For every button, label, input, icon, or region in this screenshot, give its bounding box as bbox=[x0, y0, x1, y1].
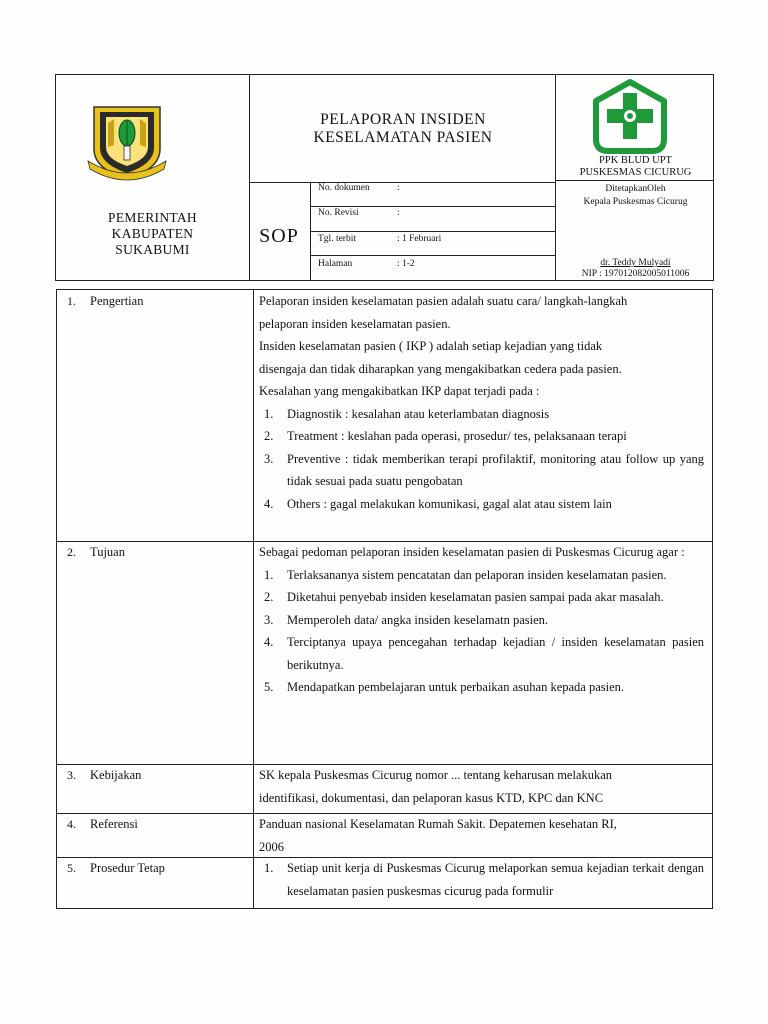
list-number: 5. bbox=[264, 680, 274, 694]
list-text: Diketahui penyebab insiden keselamatan pasien sampai pada akar masalah. bbox=[287, 590, 664, 604]
document-header bbox=[55, 74, 714, 281]
meta-value: : 1 Februari bbox=[397, 234, 442, 244]
list-number: 3. bbox=[264, 451, 274, 466]
paragraph-line: Panduan nasional Keselamatan Rumah Sakit. Depatemen kesehatan RI, bbox=[259, 817, 617, 831]
objective-list bbox=[259, 564, 704, 699]
institution-name bbox=[556, 155, 715, 179]
meta-value: : bbox=[397, 208, 400, 218]
meta-label: No. dokumen bbox=[318, 183, 370, 193]
list-text: Setiap unit kerja di Puskesmas Cicurug melaporkan semua kejadian terkait dengan keselamatan pasien puskesmas cicurug pada formulir bbox=[287, 861, 704, 898]
meta-value: : 1-2 bbox=[397, 259, 415, 269]
paragraph-line: disengaja dan tidak diharapkan yang mengakibatkan cedera pada pasien. bbox=[259, 361, 622, 376]
signatory-nip: NIP : 197012082005011006 bbox=[581, 269, 690, 279]
divider bbox=[310, 231, 555, 232]
paragraph-line: pelaporan insiden keselamatan pasien. bbox=[259, 316, 451, 331]
divider bbox=[555, 180, 713, 181]
meta-row-revision bbox=[318, 208, 400, 218]
list-item bbox=[259, 609, 704, 632]
list-number: 2. bbox=[264, 590, 274, 604]
list-text: Terciptanya upaya pencegahan terhadap kejadian / insiden keselamatan pasien berikutnya. bbox=[287, 635, 704, 672]
approval-line: Kepala Puskesmas Cicurug bbox=[583, 197, 688, 207]
section-label-prosedur-tetap: Prosedur Tetap bbox=[90, 861, 165, 875]
title-line: KESELAMATAN PASIEN bbox=[313, 129, 493, 146]
list-text: Others : gagal melakukan komunikasi, gagal alat atau sistem lain bbox=[287, 496, 612, 511]
title-line: PELAPORAN INSIDEN bbox=[320, 111, 486, 128]
divider bbox=[253, 290, 254, 908]
list-number: 3. bbox=[264, 612, 274, 627]
list-item bbox=[259, 448, 704, 493]
institution-line: PUSKESMAS CICURUG bbox=[579, 167, 692, 178]
list-number: 4. bbox=[264, 496, 274, 511]
sop-label: SOP bbox=[259, 225, 299, 247]
kabupaten-sukabumi-seal-icon bbox=[84, 103, 170, 185]
procedure-list bbox=[259, 857, 704, 902]
government-line: PEMERINTAH bbox=[108, 210, 197, 225]
divider bbox=[249, 182, 555, 183]
signatory-name: dr. Teddy Mulyadi bbox=[600, 258, 671, 268]
meta-label: Halaman bbox=[318, 259, 353, 269]
institution-line: PPK BLUD UPT bbox=[599, 155, 672, 166]
paragraph-line: Pelaporan insiden keselamatan pasien adalah suatu cara/ langkah-langkah bbox=[259, 294, 628, 308]
meta-label: No. Revisi bbox=[318, 208, 359, 218]
government-line: KABUPATEN bbox=[111, 226, 194, 241]
meta-row-page bbox=[318, 259, 415, 269]
section-number: 2. bbox=[67, 545, 76, 559]
government-name bbox=[56, 210, 249, 258]
list-item bbox=[259, 425, 704, 448]
approval-line: DitetapkanOleh bbox=[605, 184, 666, 194]
list-number: 4. bbox=[264, 635, 274, 649]
section-number: 1. bbox=[67, 294, 76, 308]
list-item bbox=[259, 631, 704, 676]
section-content-tujuan bbox=[259, 541, 704, 699]
puskesmas-logo-icon bbox=[590, 79, 670, 155]
list-item bbox=[259, 676, 704, 699]
meta-row-document-number bbox=[318, 183, 400, 193]
list-item bbox=[259, 586, 704, 609]
list-text: Preventive : tidak memberikan terapi profilaktif, monitoring atau follow up yang tidak sesuai pada suatu pengobatan bbox=[287, 451, 704, 488]
list-number: 1. bbox=[264, 861, 274, 875]
list-text: Terlaksananya sistem pencatatan dan pelaporan insiden keselamatan pasien. bbox=[287, 567, 667, 582]
government-line: SUKABUMI bbox=[115, 242, 190, 257]
section-number: 3. bbox=[67, 768, 76, 782]
list-item bbox=[259, 564, 704, 587]
meta-row-issue-date bbox=[318, 234, 442, 244]
list-text: Mendapatkan pembelajaran untuk perbaikan asuhan kepada pasien. bbox=[287, 680, 625, 694]
section-content-referensi bbox=[259, 813, 704, 858]
section-content-prosedur-tetap bbox=[259, 857, 704, 902]
list-number: 2. bbox=[264, 429, 274, 443]
section-content-pengertian bbox=[259, 290, 704, 515]
list-text: Diagnostik : kesalahan atau keterlambatan diagnosis bbox=[287, 406, 550, 421]
list-number: 1. bbox=[264, 567, 274, 582]
paragraph-line: Sebagai pedoman pelaporan insiden keselamatan pasien di Puskesmas Cicurug agar : bbox=[259, 545, 685, 559]
list-item bbox=[259, 857, 704, 902]
meta-label: Tgl. terbit bbox=[318, 234, 356, 244]
section-label-kebijakan: Kebijakan bbox=[90, 768, 142, 782]
approval-text bbox=[556, 183, 715, 209]
list-item bbox=[259, 493, 704, 516]
paragraph-line: identifikasi, dokumentasi, dan pelaporan kasus KTD, KPC dan KNC bbox=[259, 790, 604, 805]
error-type-list bbox=[259, 403, 704, 516]
divider bbox=[249, 75, 250, 280]
section-number: 5. bbox=[67, 861, 76, 875]
section-number: 4. bbox=[67, 817, 76, 831]
section-label-tujuan: Tujuan bbox=[90, 545, 125, 559]
paragraph-line: 2006 bbox=[259, 839, 284, 854]
divider bbox=[310, 206, 555, 207]
list-number: 1. bbox=[264, 406, 274, 421]
sop-content-table bbox=[56, 289, 713, 909]
meta-value: : bbox=[397, 183, 400, 193]
signatory bbox=[556, 258, 715, 280]
list-text: Memperoleh data/ angka insiden keselamatn pasien. bbox=[287, 612, 549, 627]
paragraph-line: SK kepala Puskesmas Cicurug nomor ... tentang keharusan melakukan bbox=[259, 768, 613, 782]
document-title bbox=[250, 111, 556, 147]
section-content-kebijakan bbox=[259, 764, 704, 809]
list-item bbox=[259, 403, 704, 426]
section-label-referensi: Referensi bbox=[90, 817, 138, 831]
section-label-pengertian: Pengertian bbox=[90, 294, 144, 308]
divider bbox=[310, 255, 555, 256]
paragraph-line: Kesalahan yang mengakibatkan IKP dapat terjadi pada : bbox=[259, 384, 540, 398]
paragraph-line: Insiden keselamatan pasien ( IKP ) adalah setiap kejadian yang tidak bbox=[259, 339, 603, 353]
list-text: Treatment : keslahan pada operasi, prosedur/ tes, pelaksanaan terapi bbox=[287, 429, 627, 443]
